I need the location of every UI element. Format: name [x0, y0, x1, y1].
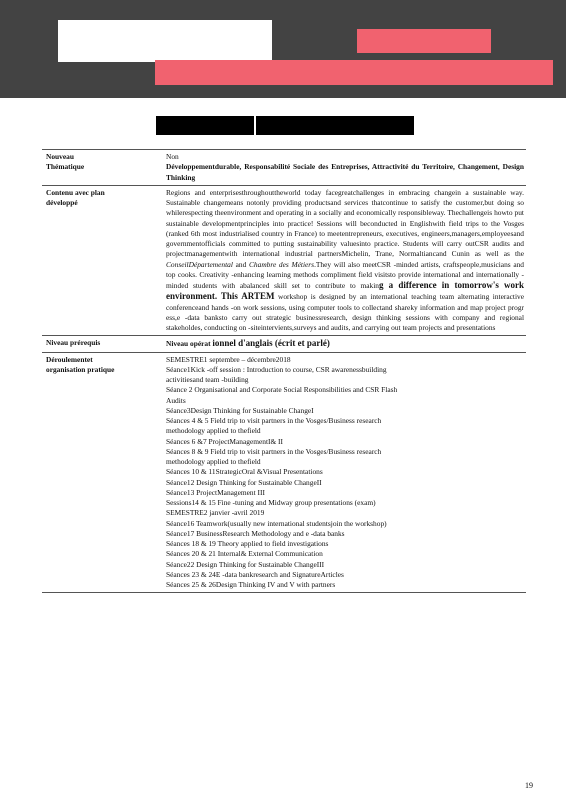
- course-table: [42, 149, 526, 593]
- schedule-line: Séances 4 & 5 Field trip to visit partners in the Vosges/Business research: [166, 416, 382, 425]
- schedule-line: Séances 10 & 11StrategicOral &Visual Presentations: [166, 467, 323, 477]
- title-block-left: [156, 116, 254, 135]
- schedule-line: Sessions14 & 15 Fine -tuning and Midway group presentations (exam): [166, 498, 376, 507]
- schedule-line: methodology applied to thefield: [166, 457, 261, 466]
- page-number: 19: [525, 781, 533, 790]
- niveau-big: ionnel d'anglais (écrit et parlé): [212, 338, 330, 349]
- header-logo-box: [58, 20, 272, 62]
- schedule-line: Séances 25 & 26Design Thinking IV and V with partners: [166, 580, 336, 589]
- row-deroulement: [42, 353, 526, 594]
- description-italic: ConseilDépartemental: [166, 259, 233, 269]
- row-content: [166, 186, 526, 336]
- schedule-line: Séance17 BusinessResearch Methodology and e -data banks: [166, 528, 345, 538]
- row-niveau: [42, 336, 526, 352]
- schedule-line: Séances 6 &7 ProjectManagementI& II: [166, 436, 283, 446]
- schedule-line: Séance3Design Thinking for Sustainable ChangeI: [166, 405, 314, 415]
- schedule-line: Audits: [166, 395, 186, 405]
- header-tag-small: [357, 29, 491, 53]
- row-content: [166, 336, 526, 351]
- schedule-line: Séance22 Design Thinking for Sustainable ChangeIII: [166, 559, 325, 569]
- course-description: [166, 188, 524, 334]
- row-nouveau: [42, 149, 526, 186]
- description-italic: Chambre des Métiers: [249, 259, 315, 269]
- schedule-line: Séance16 Teamwork(usually new international studentsjoin the workshop): [166, 518, 387, 528]
- value-themes: Développementdurable, Responsabilité Sociale des Entreprises, Attractivité du Territoire, Changement, Design Thinking: [166, 162, 524, 182]
- value-non: Non: [166, 152, 179, 161]
- description-part: Regions and enterprisesthroughouttheworld today facegreatchallenges in embracing changein a sustainable way. Sustainable changemeans notonly providing productsand services thatcontinue to satisfy the customer,but doing so whilerespecting theenvironment and operating in a socially and economically responsibleway. Thechallengeis howto put sustainable developmentprinciples into practice! Sessions will beconducted in Englishwith field trips to the Vosges (ranked 6th most industrialised country in France) to meetentrepreneurs, executives, engineers,managers,employeesand governmentofficials committed to putting sustainability valuesinto practice. Students will carry outCSR audits and projectmanagementwith international industrial partnersMichelin, Trane, Normaltiancand Cunin as well as the: [166, 187, 524, 259]
- label-line: organisation pratique: [46, 364, 115, 374]
- schedule-line: Séances 20 & 21 Internal& External Communication: [166, 549, 323, 559]
- description-bold: g a difference in tomorrow's work environment. This ARTEM: [166, 280, 524, 302]
- semester-heading: SEMESTRE1 septembre – décembre2018: [166, 354, 291, 364]
- schedule-line: Séances 18 & 19 Theory applied to field investigations: [166, 539, 329, 548]
- schedule: [166, 353, 526, 593]
- schedule-line: Séance 2 Organisational and Corporate Social Responsibilities and CSR Flash: [166, 385, 398, 395]
- header-tag-wide: [155, 60, 553, 85]
- semester-heading: SEMESTRE2 janvier -avril 2019: [166, 508, 265, 518]
- label-line: Contenu avec plan: [46, 187, 105, 197]
- row-contenu: [42, 186, 526, 337]
- label-line: Déroulementet: [46, 354, 93, 364]
- schedule-line: Séances 23 & 24E -data bankresearch and SignatureArticles: [166, 569, 344, 579]
- label-line: développé: [46, 197, 78, 207]
- row-label: Niveau prérequis: [46, 338, 101, 348]
- schedule-line: Séances 8 & 9 Field trip to visit partners in the Vosges/Business research: [166, 446, 382, 456]
- label-line: Thématique: [46, 162, 85, 171]
- description-part: workshop is designed by an international teaching team alternating interactive conferenceand hands -on work sessions, using computer tools to collectand shareky information and map project progr ess,e -data banksto carry out strategic businessresearch, design thinking sessions with company and regional stakeholdes, conducting on -siteintervients,surveys and audits, and carrying out team projects and presentations: [166, 292, 524, 332]
- row-content: [166, 150, 526, 185]
- schedule-line: Séance13 ProjectManagement III: [166, 487, 265, 497]
- schedule-line: activitiesand team -building: [166, 375, 249, 384]
- description-part: and: [235, 259, 247, 269]
- row-label: [42, 353, 166, 593]
- title-block-right: [256, 116, 414, 135]
- description-part: .They will also meetCSR -minded artists, craftspeople,musicians and top cooks. Creativity -enhancing learning methods compliment field visitsto provide international and internationally -minded students with abalanced skill set to contribute to makin: [166, 259, 525, 290]
- row-label: [42, 186, 166, 336]
- niveau-bold: Niveau opérat: [166, 339, 211, 349]
- schedule-line: methodology applied to thefield: [166, 426, 261, 436]
- schedule-line: Séance12 Design Thinking for Sustainable ChangeII: [166, 477, 322, 487]
- schedule-line: Séance1Kick -off session : Introduction to course, CSR awarenessbuilding: [166, 364, 387, 374]
- label-line: Nouveau: [46, 152, 74, 161]
- row-label: [42, 150, 166, 185]
